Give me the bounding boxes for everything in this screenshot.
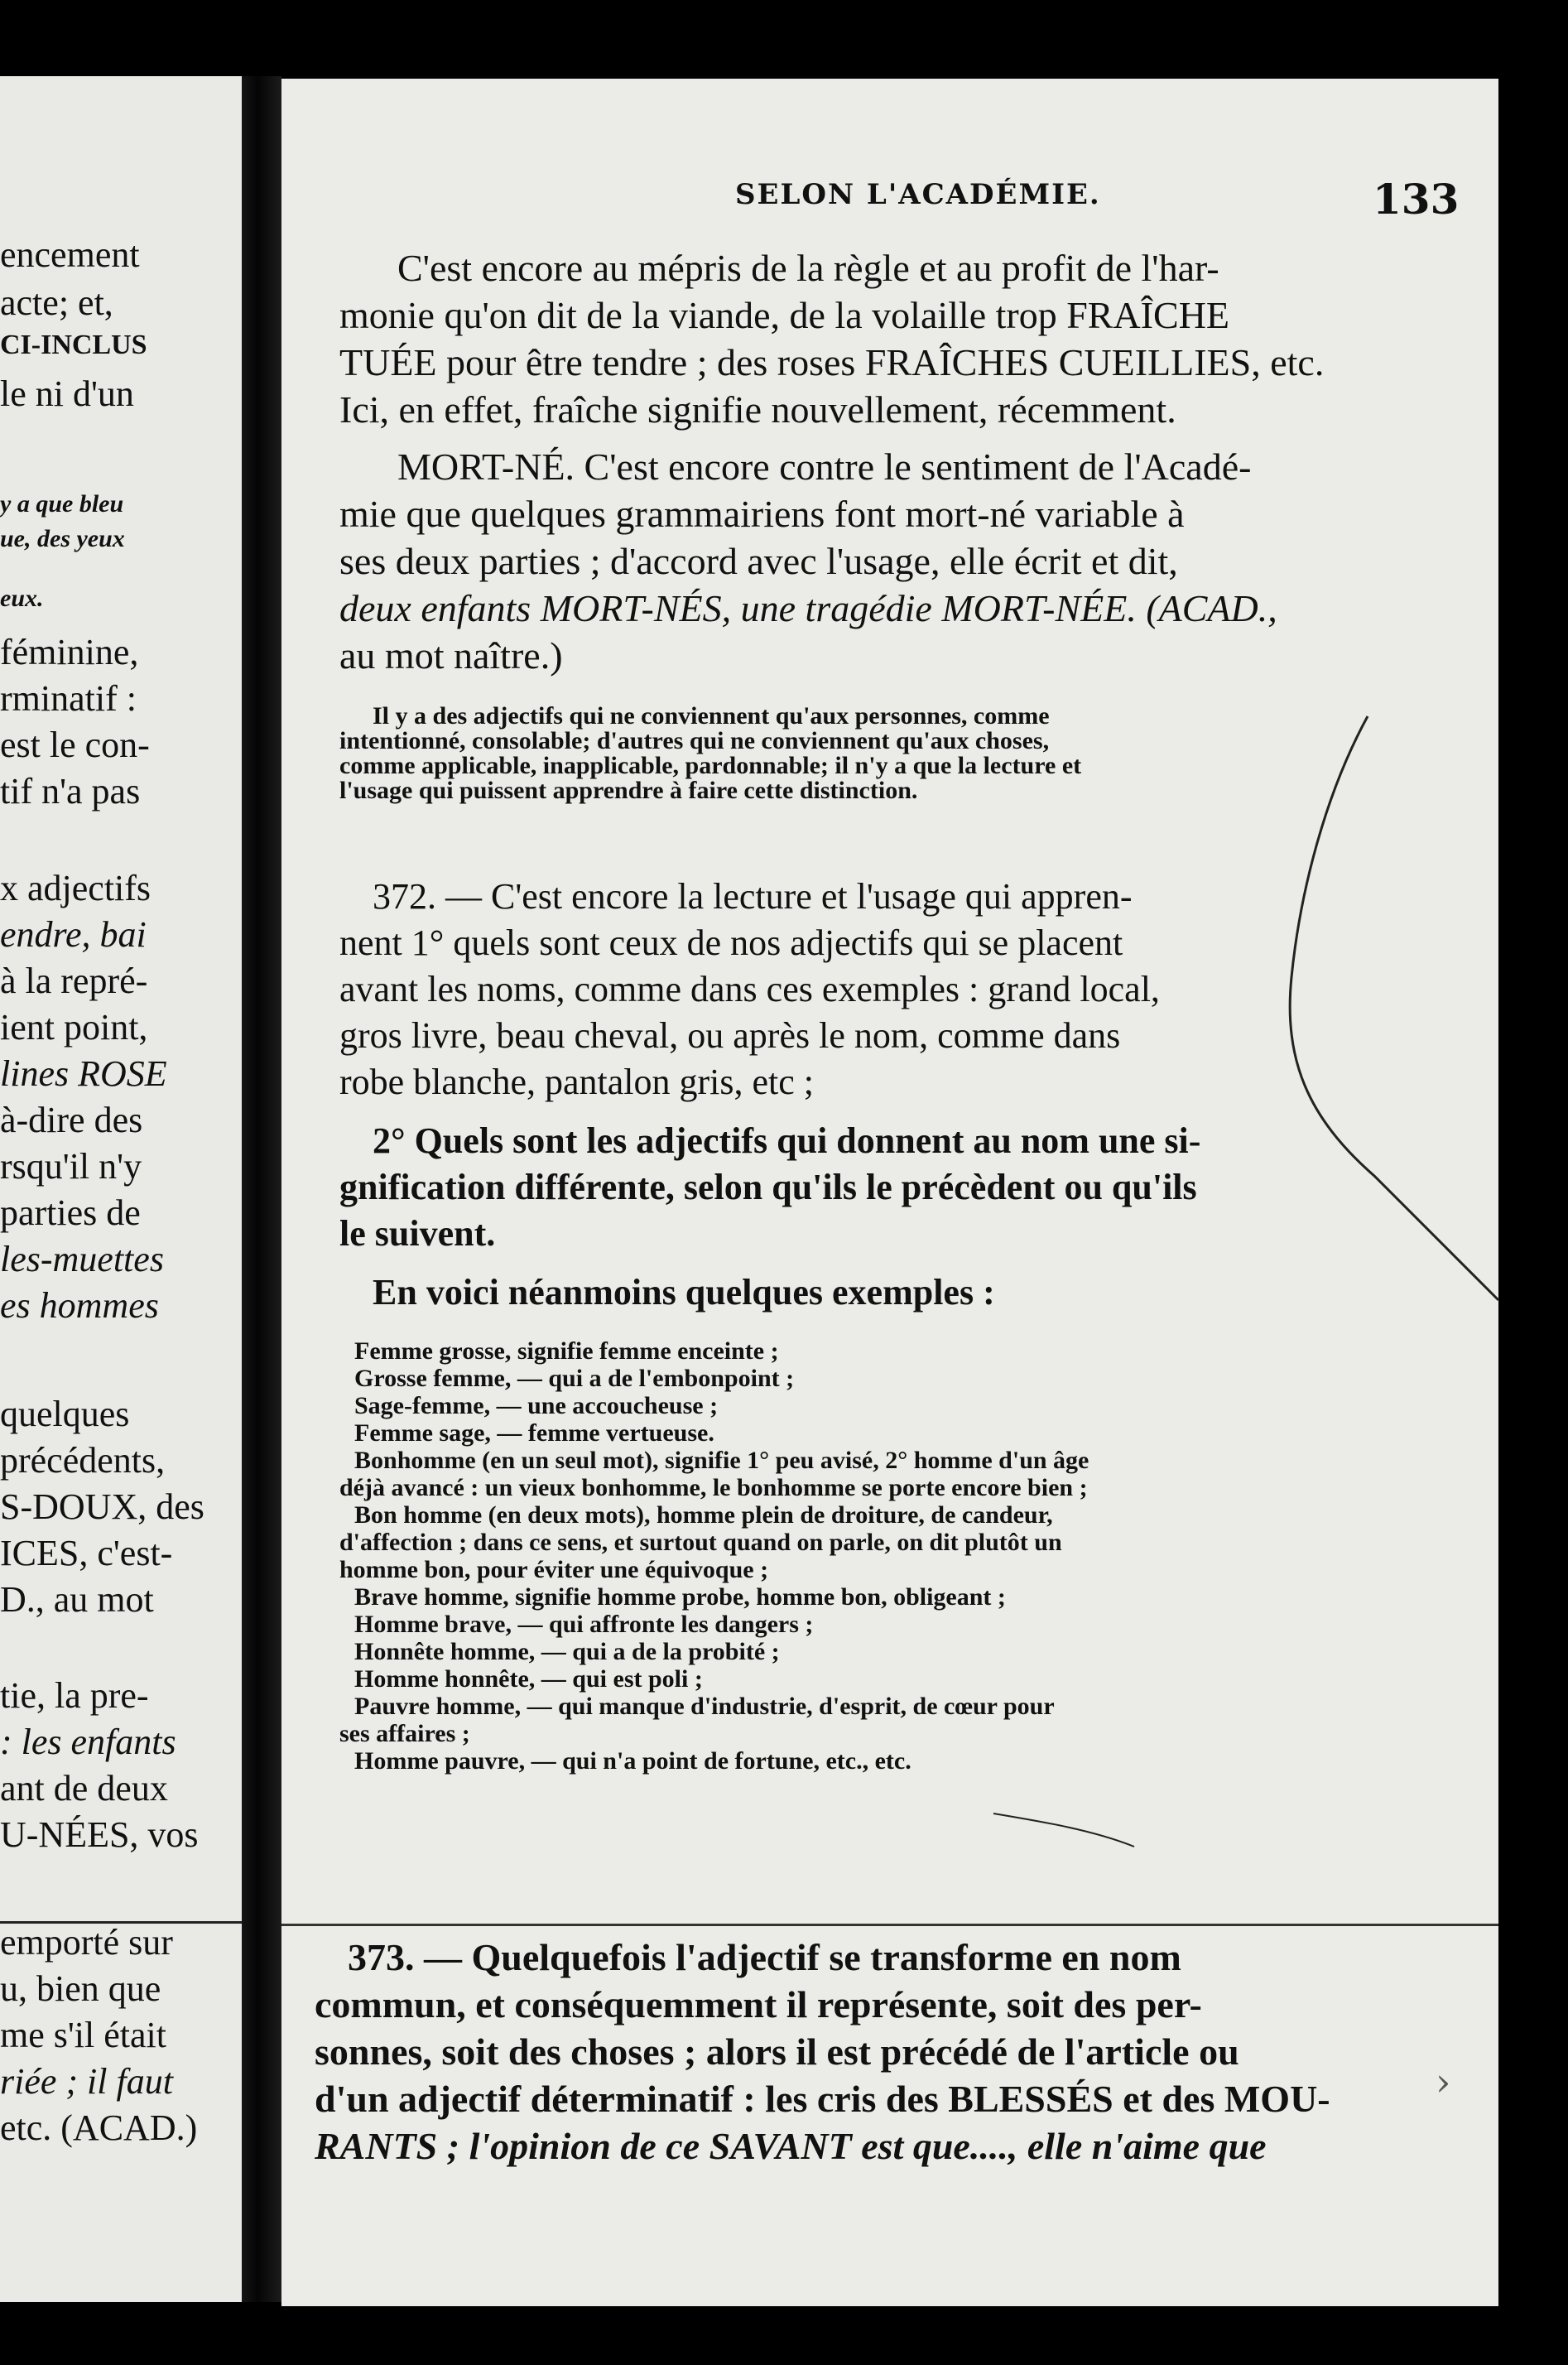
text-line: nent 1° quels sont ceux de nos adjectifs qui se placent: [339, 922, 1123, 963]
running-head: SELON L'ACADÉMIE.: [735, 178, 1101, 211]
text-line: le suivent.: [339, 1213, 496, 1254]
left-line: féminine,: [0, 632, 139, 672]
paragraph-372: [339, 874, 1457, 1105]
text-line: monie qu'on dit de la viande, de la volaille trop FRAÎCHE: [339, 294, 1230, 336]
example-line: Grosse femme, — qui a de l'embonpoint ;: [354, 1365, 795, 1392]
left-line: rminatif :: [0, 678, 137, 719]
left-line: x adjectifs: [0, 868, 152, 908]
left-line: me s'il était: [0, 2015, 166, 2055]
book-gutter: [242, 76, 281, 2302]
left-line: U-NÉES, vos: [0, 1814, 199, 1855]
left-line: les-muettes: [0, 1239, 164, 1279]
paragraph-373: [315, 1934, 1432, 2170]
left-line: S-DOUX, des: [0, 1486, 204, 1527]
left-line: tif n'a pas: [0, 771, 141, 812]
text-line: TUÉE pour être tendre ; des roses FRAÎCHES CUEILLIES, etc.: [339, 341, 1325, 383]
left-line: rsqu'il n'y: [0, 1146, 142, 1187]
left-line: y a que bleu: [0, 490, 124, 518]
example-line: Bonhomme (en un seul mot), signifie 1° peu avisé, 2° homme d'un âge: [354, 1447, 1089, 1474]
chevron-right-icon: ›: [1436, 2059, 1451, 2104]
left-line: riée ; il faut: [0, 2061, 173, 2102]
example-line: Bon homme (en deux mots), homme plein de droiture, de candeur,: [354, 1501, 1053, 1529]
text-line: commun, et conséquemment il représente, soit des per-: [315, 1983, 1202, 2025]
examples-list: [339, 1337, 1457, 1775]
left-line: ient point,: [0, 1007, 148, 1048]
text-line: au mot naître.): [339, 634, 563, 677]
text-line: robe blanche, pantalon gris, etc ;: [339, 1062, 815, 1102]
example-line: Femme sage, — femme vertueuse.: [354, 1419, 714, 1447]
left-line: etc. (ACAD.): [0, 2107, 198, 2148]
left-line: le ni d'un: [0, 373, 134, 414]
text-line: ses deux parties ; d'accord avec l'usage, elle écrit et dit,: [339, 540, 1178, 582]
paragraph-2o: [339, 1118, 1457, 1257]
left-line: D., au mot: [0, 1579, 154, 1620]
left-line: : les enfants: [0, 1722, 176, 1762]
paragraph-mort-ne: [339, 443, 1457, 679]
example-line: Pauvre homme, — qui manque d'industrie, d'esprit, de cœur pour: [354, 1693, 1055, 1720]
left-line: à-dire des: [0, 1100, 143, 1140]
examples-intro: En voici néanmoins quelques exemples :: [373, 1272, 995, 1313]
left-line: es hommes: [0, 1285, 159, 1326]
left-line: précédents,: [0, 1440, 166, 1481]
left-line: acte; et,: [0, 282, 113, 323]
text-line: avant les noms, comme dans ces exemples : grand local,: [339, 969, 1160, 1009]
page-fold-rule: [281, 1924, 1498, 1926]
example-line: homme bon, pour éviter une équivoque ;: [339, 1556, 769, 1583]
left-line: tie, la pre-: [0, 1675, 149, 1716]
page-number: 133: [1373, 175, 1460, 224]
text-line: mie que quelques grammairiens font mort-né variable à: [339, 493, 1185, 535]
text-line: 373. — Quelquefois l'adjectif se transforme en nom: [348, 1936, 1181, 1978]
example-line: d'affection ; dans ce sens, et surtout quand on parle, on dit plutôt un: [339, 1529, 1062, 1556]
text-line: gnification différente, selon qu'ils le précèdent ou qu'ils: [339, 1167, 1197, 1207]
example-line: déjà avancé : un vieux bonhomme, le bonhomme se porte encore bien ;: [339, 1474, 1088, 1501]
text-line: deux enfants MORT-NÉS, une tragédie MORT-NÉE. (ACAD.,: [339, 587, 1277, 629]
example-line: Femme grosse, signifie femme enceinte ;: [354, 1337, 779, 1365]
previous-page-strip: [0, 76, 242, 2302]
example-line: Brave homme, signifie homme probe, homme bon, obligeant ;: [354, 1583, 1006, 1611]
note-line: intentionné, consolable; d'autres qui ne conviennent qu'aux choses,: [339, 727, 1050, 754]
text-line: gros livre, beau cheval, ou après le nom, comme dans: [339, 1015, 1121, 1056]
text-line: Ici, en effet, fraîche signifie nouvellement, récemment.: [339, 388, 1176, 431]
left-line: eux.: [0, 585, 44, 612]
left-line: quelques: [0, 1394, 130, 1434]
text-line: 2° Quels sont les adjectifs qui donnent au nom une si-: [373, 1120, 1201, 1161]
left-line: CI-INCLUS: [0, 330, 147, 360]
example-line: ses affaires ;: [339, 1720, 470, 1747]
left-line: est le con-: [0, 725, 150, 765]
left-line: u, bien que: [0, 1968, 161, 2009]
left-line: encement: [0, 234, 140, 275]
example-line: Honnête homme, — qui a de la probité ;: [354, 1638, 780, 1665]
left-line: endre, bai: [0, 914, 147, 955]
example-line: Homme honnête, — qui est poli ;: [354, 1665, 703, 1693]
text-line: 372. — C'est encore la lecture et l'usage qui appren-: [373, 876, 1133, 917]
paragraph-harmonie: [339, 244, 1457, 433]
text-line: MORT-NÉ. C'est encore contre le sentiment de l'Acadé-: [397, 446, 1252, 488]
text-line: RANTS ; l'opinion de ce SAVANT est que...., elle n'aime que: [315, 2125, 1267, 2167]
example-line: Homme pauvre, — qui n'a point de fortune, etc., etc.: [354, 1747, 911, 1775]
text-line: C'est encore au mépris de la règle et au profit de l'har-: [397, 247, 1219, 289]
note-paragraph: [339, 704, 1457, 803]
left-line: ICES, c'est-: [0, 1533, 173, 1573]
left-line: emporté sur: [0, 1922, 173, 1963]
book-page: [281, 79, 1498, 2306]
left-line: parties de: [0, 1192, 141, 1233]
left-line: à la repré-: [0, 961, 148, 1001]
note-line: comme applicable, inapplicable, pardonnable; il n'y a que la lecture et: [339, 752, 1082, 779]
text-line: sonnes, soit des choses ; alors il est précédé de l'article ou: [315, 2030, 1239, 2073]
text-line: d'un adjectif déterminatif : les cris des BLESSÉS et des MOU-: [315, 2078, 1330, 2120]
left-line: lines ROSE: [0, 1053, 167, 1094]
note-line: Il y a des adjectifs qui ne conviennent qu'aux personnes, comme: [373, 702, 1050, 730]
note-line: l'usage qui puissent apprendre à faire cette distinction.: [339, 777, 918, 804]
example-line: Homme brave, — qui affronte les dangers ;: [354, 1611, 814, 1638]
left-line: ue, des yeux: [0, 525, 125, 552]
left-line: ant de deux: [0, 1768, 168, 1809]
example-line: Sage-femme, — une accoucheuse ;: [354, 1392, 719, 1419]
